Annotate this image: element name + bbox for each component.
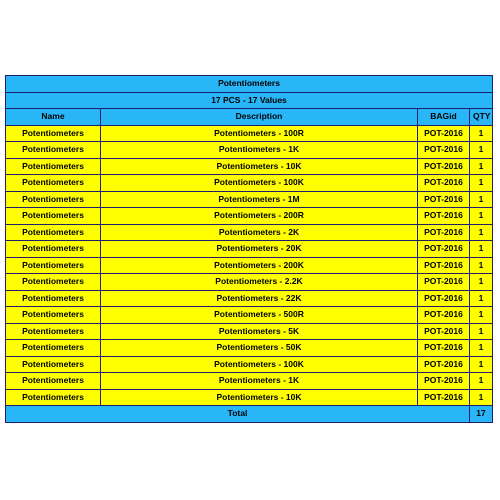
- cell-qty: 1: [470, 323, 493, 340]
- cell-bagid: POT-2016: [418, 389, 470, 406]
- cell-qty: 1: [470, 158, 493, 175]
- table-row: [6, 224, 493, 241]
- cell-name: Potentiometers: [6, 290, 101, 307]
- cell-bagid: POT-2016: [418, 125, 470, 142]
- cell-name: Potentiometers: [6, 257, 101, 274]
- cell-name: Potentiometers: [6, 142, 101, 159]
- cell-bagid: POT-2016: [418, 208, 470, 225]
- cell-name: Potentiometers: [6, 158, 101, 175]
- cell-description: Potentiometers - 500R: [101, 307, 418, 324]
- cell-qty: 1: [470, 191, 493, 208]
- table-row: [6, 241, 493, 258]
- table-title-row: [6, 76, 493, 93]
- cell-qty: 1: [470, 274, 493, 291]
- cell-qty: 1: [470, 307, 493, 324]
- column-header-name: Name: [6, 109, 101, 126]
- cell-description: Potentiometers - 200R: [101, 208, 418, 225]
- cell-bagid: POT-2016: [418, 307, 470, 324]
- cell-description: Potentiometers - 22K: [101, 290, 418, 307]
- cell-name: Potentiometers: [6, 224, 101, 241]
- cell-name: Potentiometers: [6, 191, 101, 208]
- total-label: Total: [6, 406, 470, 423]
- cell-qty: 1: [470, 125, 493, 142]
- cell-description: Potentiometers - 2K: [101, 224, 418, 241]
- cell-description: Potentiometers - 5K: [101, 323, 418, 340]
- cell-qty: 1: [470, 175, 493, 192]
- cell-bagid: POT-2016: [418, 158, 470, 175]
- cell-name: Potentiometers: [6, 389, 101, 406]
- cell-description: Potentiometers - 100R: [101, 125, 418, 142]
- table-title: Potentiometers: [6, 76, 493, 93]
- table-subtitle: 17 PCS - 17 Values: [6, 92, 493, 109]
- table-row: [6, 175, 493, 192]
- total-qty: 17: [470, 406, 493, 423]
- table-row: [6, 373, 493, 390]
- cell-qty: 1: [470, 142, 493, 159]
- column-header-row: [6, 109, 493, 126]
- cell-qty: 1: [470, 241, 493, 258]
- column-header-description: Description: [101, 109, 418, 126]
- cell-description: Potentiometers - 100K: [101, 356, 418, 373]
- cell-description: Potentiometers - 20K: [101, 241, 418, 258]
- cell-description: Potentiometers - 1M: [101, 191, 418, 208]
- cell-name: Potentiometers: [6, 356, 101, 373]
- cell-description: Potentiometers - 2.2K: [101, 274, 418, 291]
- cell-bagid: POT-2016: [418, 274, 470, 291]
- cell-name: Potentiometers: [6, 175, 101, 192]
- cell-bagid: POT-2016: [418, 224, 470, 241]
- cell-bagid: POT-2016: [418, 142, 470, 159]
- cell-qty: 1: [470, 356, 493, 373]
- cell-qty: 1: [470, 224, 493, 241]
- cell-name: Potentiometers: [6, 208, 101, 225]
- table-row: [6, 307, 493, 324]
- cell-bagid: POT-2016: [418, 373, 470, 390]
- cell-description: Potentiometers - 1K: [101, 373, 418, 390]
- table-row: [6, 323, 493, 340]
- total-row: [6, 406, 493, 423]
- cell-description: Potentiometers - 200K: [101, 257, 418, 274]
- cell-qty: 1: [470, 340, 493, 357]
- table-row: [6, 125, 493, 142]
- cell-name: Potentiometers: [6, 241, 101, 258]
- cell-qty: 1: [470, 257, 493, 274]
- cell-name: Potentiometers: [6, 340, 101, 357]
- table-row: [6, 290, 493, 307]
- cell-description: Potentiometers - 100K: [101, 175, 418, 192]
- cell-description: Potentiometers - 50K: [101, 340, 418, 357]
- table-row: [6, 356, 493, 373]
- cell-name: Potentiometers: [6, 323, 101, 340]
- cell-name: Potentiometers: [6, 373, 101, 390]
- table-row: [6, 142, 493, 159]
- table-row: [6, 191, 493, 208]
- column-header-qty: QTY: [470, 109, 493, 126]
- cell-description: Potentiometers - 1K: [101, 142, 418, 159]
- cell-name: Potentiometers: [6, 125, 101, 142]
- cell-qty: 1: [470, 373, 493, 390]
- cell-bagid: POT-2016: [418, 257, 470, 274]
- table-row: [6, 208, 493, 225]
- table-row: [6, 389, 493, 406]
- table-row: [6, 158, 493, 175]
- table-row: [6, 257, 493, 274]
- cell-bagid: POT-2016: [418, 340, 470, 357]
- potentiometer-parts-table: [5, 75, 493, 423]
- cell-description: Potentiometers - 10K: [101, 158, 418, 175]
- cell-bagid: POT-2016: [418, 241, 470, 258]
- cell-bagid: POT-2016: [418, 323, 470, 340]
- cell-name: Potentiometers: [6, 274, 101, 291]
- cell-bagid: POT-2016: [418, 175, 470, 192]
- table-subtitle-row: [6, 92, 493, 109]
- cell-qty: 1: [470, 208, 493, 225]
- cell-description: Potentiometers - 10K: [101, 389, 418, 406]
- cell-qty: 1: [470, 290, 493, 307]
- cell-name: Potentiometers: [6, 307, 101, 324]
- cell-bagid: POT-2016: [418, 191, 470, 208]
- table-row: [6, 340, 493, 357]
- cell-bagid: POT-2016: [418, 356, 470, 373]
- cell-qty: 1: [470, 389, 493, 406]
- table-row: [6, 274, 493, 291]
- cell-bagid: POT-2016: [418, 290, 470, 307]
- column-header-bagid: BAGid: [418, 109, 470, 126]
